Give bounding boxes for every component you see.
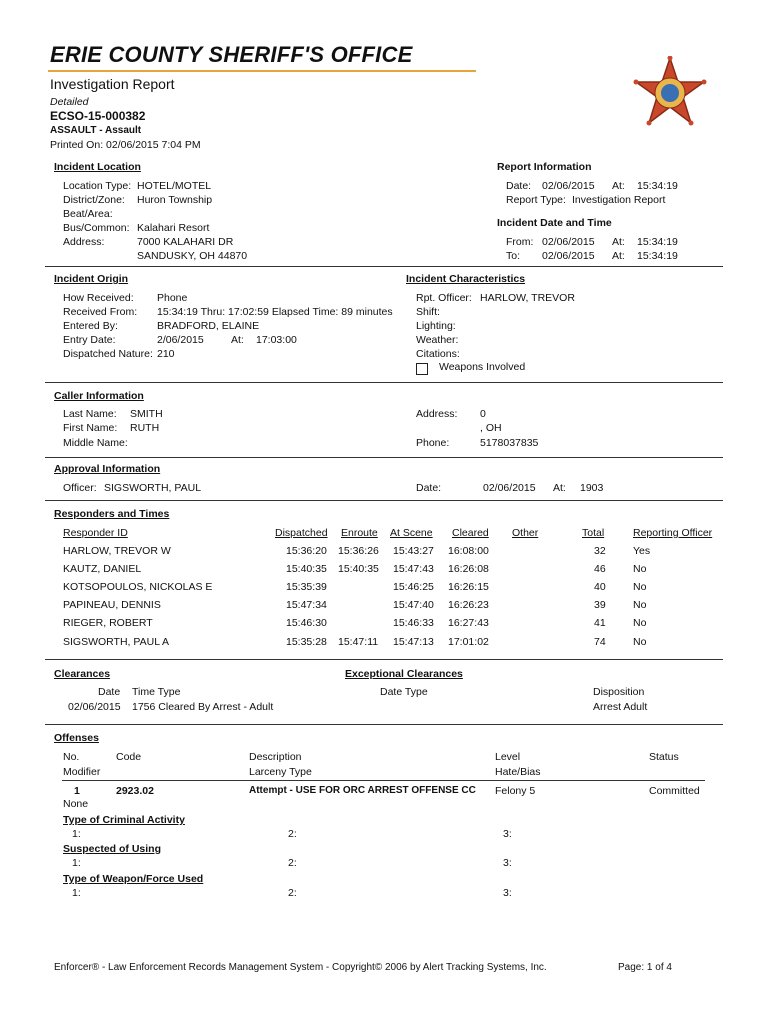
entry-date-value: 2/06/2015	[157, 334, 204, 346]
offense-desc-head: Description	[249, 751, 302, 763]
responder-total: 39	[594, 599, 606, 611]
incident-origin-heading: Incident Origin	[54, 273, 129, 285]
offense-no-head: No.	[63, 751, 80, 763]
to-at: 15:34:19	[637, 250, 678, 262]
col-cleared: Cleared	[452, 527, 489, 539]
responder-dispatched: 15:35:39	[286, 581, 327, 593]
address-line2: SANDUSKY, OH 44870	[137, 250, 248, 262]
weapon-force-1: 1:	[72, 887, 81, 899]
caller-last-value: SMITH	[130, 408, 163, 420]
caller-address-line1: 0	[480, 408, 486, 420]
dispatched-nature-label: Dispatched Nature:	[63, 348, 153, 360]
offense-level-head: Level	[495, 751, 521, 763]
disposition-head: Disposition	[593, 686, 645, 698]
report-at-label: At:	[612, 180, 625, 192]
responder-name: KOTSOPOULOS, NICKOLAS E	[63, 581, 213, 593]
col-other: Other	[512, 527, 539, 539]
approval-officer-label: Officer:	[63, 482, 97, 494]
bus-common-label: Bus/Common:	[63, 222, 130, 234]
incident-characteristics-heading: Incident Characteristics	[406, 273, 526, 285]
from-at-label: At:	[612, 236, 625, 248]
responder-at-scene: 15:43:27	[393, 545, 434, 557]
caller-address-line2: , OH	[480, 422, 502, 434]
rpt-officer-value: HARLOW, TREVOR	[480, 292, 575, 304]
responder-enroute: 15:36:26	[338, 545, 379, 557]
responder-total: 32	[594, 545, 606, 557]
section-divider	[45, 659, 723, 660]
section-divider	[45, 724, 723, 725]
bus-common-value: Kalahari Resort	[137, 222, 210, 234]
weapons-involved-label: Weapons Involved	[439, 361, 526, 373]
approval-date-value: 02/06/2015	[483, 482, 536, 494]
offense-status: Committed	[649, 785, 700, 797]
caller-address-label: Address:	[416, 408, 458, 420]
sheriff-star-icon	[632, 56, 708, 130]
dispatched-nature-value: 210	[157, 348, 175, 360]
title-rule	[48, 70, 476, 72]
rpt-officer-label: Rpt. Officer:	[416, 292, 472, 304]
caller-phone-label: Phone:	[416, 437, 450, 449]
responder-name: SIGSWORTH, PAUL A	[63, 636, 169, 648]
responder-at-scene: 15:47:40	[393, 599, 434, 611]
weapons-involved-checkbox[interactable]	[416, 363, 428, 375]
caller-middle-label: Middle Name:	[63, 437, 128, 449]
entered-by-value: BRADFORD, ELAINE	[157, 320, 260, 332]
beat-label: Beat/Area:	[63, 208, 113, 220]
offense-status-head: Status	[649, 751, 679, 763]
responder-name: KAUTZ, DANIEL	[63, 563, 142, 575]
to-date: 02/06/2015	[542, 250, 595, 262]
exceptional-clearances-heading: Exceptional Clearances	[345, 668, 463, 680]
received-from-value: 15:34:19 Thru: 17:02:59 Elapsed Time: 89 minutes	[157, 306, 393, 318]
criminal-activity-heading: Type of Criminal Activity	[63, 814, 185, 826]
citations-label: Citations:	[416, 348, 460, 360]
responders-heading: Responders and Times	[54, 508, 170, 520]
caller-last-label: Last Name:	[63, 408, 117, 420]
responder-at-scene: 15:46:25	[393, 581, 434, 593]
section-divider	[45, 266, 723, 267]
approval-officer-value: SIGSWORTH, PAUL	[104, 482, 202, 494]
to-at-label: At:	[612, 250, 625, 262]
responder-dispatched: 15:47:34	[286, 599, 327, 611]
suspected-using-1: 1:	[72, 857, 81, 869]
caller-first-label: First Name:	[63, 422, 118, 434]
offense-code: 2923.02	[116, 785, 154, 797]
col-dispatched: Dispatched	[275, 527, 328, 539]
responder-dispatched: 15:35:28	[286, 636, 327, 648]
responder-dispatched: 15:36:20	[286, 545, 327, 557]
how-received-value: Phone	[157, 292, 188, 304]
approval-at-value: 1903	[580, 482, 604, 494]
col-reporting-officer: Reporting Officer	[633, 527, 713, 539]
offense-code-head: Code	[116, 751, 142, 763]
approval-date-label: Date:	[416, 482, 442, 494]
clearance-time-type-head: Time Type	[132, 686, 181, 698]
report-at: 15:34:19	[637, 180, 678, 192]
offense-header-rule	[62, 780, 705, 781]
printed-on: Printed On: 02/06/2015 7:04 PM	[50, 139, 201, 151]
exceptional-head: Date Type	[380, 686, 428, 698]
responder-at-scene: 15:47:13	[393, 636, 434, 648]
responder-reporting: No	[633, 636, 647, 648]
responder-enroute: 15:40:35	[338, 563, 379, 575]
district-value: Huron Township	[137, 194, 213, 206]
shift-label: Shift:	[416, 306, 440, 318]
section-divider	[45, 382, 723, 383]
offense-no: 1	[74, 785, 80, 797]
report-detail: Detailed	[50, 96, 89, 108]
col-enroute: Enroute	[341, 527, 378, 539]
clearances-heading: Clearances	[54, 668, 111, 680]
offenses-heading: Offenses	[54, 732, 99, 744]
responder-name: PAPINEAU, DENNIS	[63, 599, 161, 611]
col-responder-id: Responder ID	[63, 527, 128, 539]
approval-heading: Approval Information	[54, 463, 161, 475]
suspected-using-heading: Suspected of Using	[63, 843, 162, 855]
weapon-force-2: 2:	[288, 887, 297, 899]
entry-at-value: 17:03:00	[256, 334, 297, 346]
weapon-force-3: 3:	[503, 887, 512, 899]
footer-page-number: Page: 1 of 4	[618, 962, 672, 973]
weather-label: Weather:	[416, 334, 459, 346]
caller-phone-value: 5178037835	[480, 437, 539, 449]
col-total: Total	[582, 527, 605, 539]
responder-cleared: 16:26:08	[448, 563, 489, 575]
responder-at-scene: 15:47:43	[393, 563, 434, 575]
responder-cleared: 16:27:43	[448, 617, 489, 629]
location-type-value: HOTEL/MOTEL	[137, 180, 212, 192]
offense-modifier-head: Modifier	[63, 766, 101, 778]
section-divider	[45, 457, 723, 458]
criminal-activity-3: 3:	[503, 828, 512, 840]
offense-modifier: None	[63, 798, 89, 810]
received-from-label: Received From:	[63, 306, 138, 318]
case-number: ECSO-15-000382	[50, 109, 146, 123]
caller-heading: Caller Information	[54, 390, 144, 402]
agency-title: ERIE COUNTY SHERIFF'S OFFICE	[50, 42, 413, 67]
lighting-label: Lighting:	[416, 320, 456, 332]
suspected-using-2: 2:	[288, 857, 297, 869]
offense-type: ASSAULT - Assault	[50, 125, 142, 136]
how-received-label: How Received:	[63, 292, 134, 304]
responder-total: 46	[594, 563, 606, 575]
entry-date-label: Entry Date:	[63, 334, 116, 346]
entered-by-label: Entered By:	[63, 320, 118, 332]
responder-reporting: No	[633, 563, 647, 575]
responder-reporting: No	[633, 599, 647, 611]
responder-cleared: 16:26:23	[448, 599, 489, 611]
criminal-activity-2: 2:	[288, 828, 297, 840]
responder-total: 40	[594, 581, 606, 593]
responder-enroute: 15:47:11	[338, 636, 379, 648]
address-label: Address:	[63, 236, 105, 248]
clearance-date-head: Date	[98, 686, 121, 698]
responder-total: 41	[594, 617, 606, 629]
responder-dispatched: 15:40:35	[286, 563, 327, 575]
report-date: 02/06/2015	[542, 180, 595, 192]
responder-total: 74	[594, 636, 606, 648]
offense-hate-head: Hate/Bias	[495, 766, 541, 778]
report-type-label: Report Type:	[506, 194, 566, 206]
location-type-label: Location Type:	[63, 180, 132, 192]
caller-first-value: RUTH	[130, 422, 160, 434]
clearance-time-type: 1756 Cleared By Arrest - Adult	[132, 701, 274, 713]
weapon-force-heading: Type of Weapon/Force Used	[63, 873, 204, 885]
district-label: District/Zone:	[63, 194, 125, 206]
from-at: 15:34:19	[637, 236, 678, 248]
offense-description: Attempt - USE FOR ORC ARREST OFFENSE CC	[249, 785, 476, 796]
from-label: From:	[506, 236, 534, 248]
responder-reporting: Yes	[633, 545, 651, 557]
report-date-label: Date:	[506, 180, 532, 192]
criminal-activity-1: 1:	[72, 828, 81, 840]
entry-at-label: At:	[231, 334, 244, 346]
responder-at-scene: 15:46:33	[393, 617, 434, 629]
responder-dispatched: 15:46:30	[286, 617, 327, 629]
from-date: 02/06/2015	[542, 236, 595, 248]
responder-cleared: 17:01:02	[448, 636, 489, 648]
offense-larceny-head: Larceny Type	[249, 766, 312, 778]
responder-name: HARLOW, TREVOR W	[63, 545, 171, 557]
footer-copyright: Enforcer® - Law Enforcement Records Management System - Copyright© 2006 by Alert Tracking Systems, Inc.	[54, 962, 547, 973]
report-title: Investigation Report	[50, 76, 175, 92]
offense-level: Felony 5	[495, 785, 536, 797]
responder-reporting: No	[633, 581, 647, 593]
responder-cleared: 16:08:00	[448, 545, 489, 557]
approval-at-label: At:	[553, 482, 566, 494]
incident-location-heading: Incident Location	[54, 161, 141, 173]
report-type: Investigation Report	[572, 194, 666, 206]
incident-datetime-heading: Incident Date and Time	[497, 217, 612, 229]
clearance-date: 02/06/2015	[68, 701, 121, 713]
address-line1: 7000 KALAHARI DR	[137, 236, 234, 248]
suspected-using-3: 3:	[503, 857, 512, 869]
responder-reporting: No	[633, 617, 647, 629]
report-info-heading: Report Information	[497, 161, 592, 173]
section-divider	[45, 500, 723, 501]
to-label: To:	[506, 250, 521, 262]
responder-name: RIEGER, ROBERT	[63, 617, 153, 629]
clearance-disposition: Arrest Adult	[593, 701, 648, 713]
responder-cleared: 16:26:15	[448, 581, 489, 593]
col-at-scene: At Scene	[390, 527, 433, 539]
